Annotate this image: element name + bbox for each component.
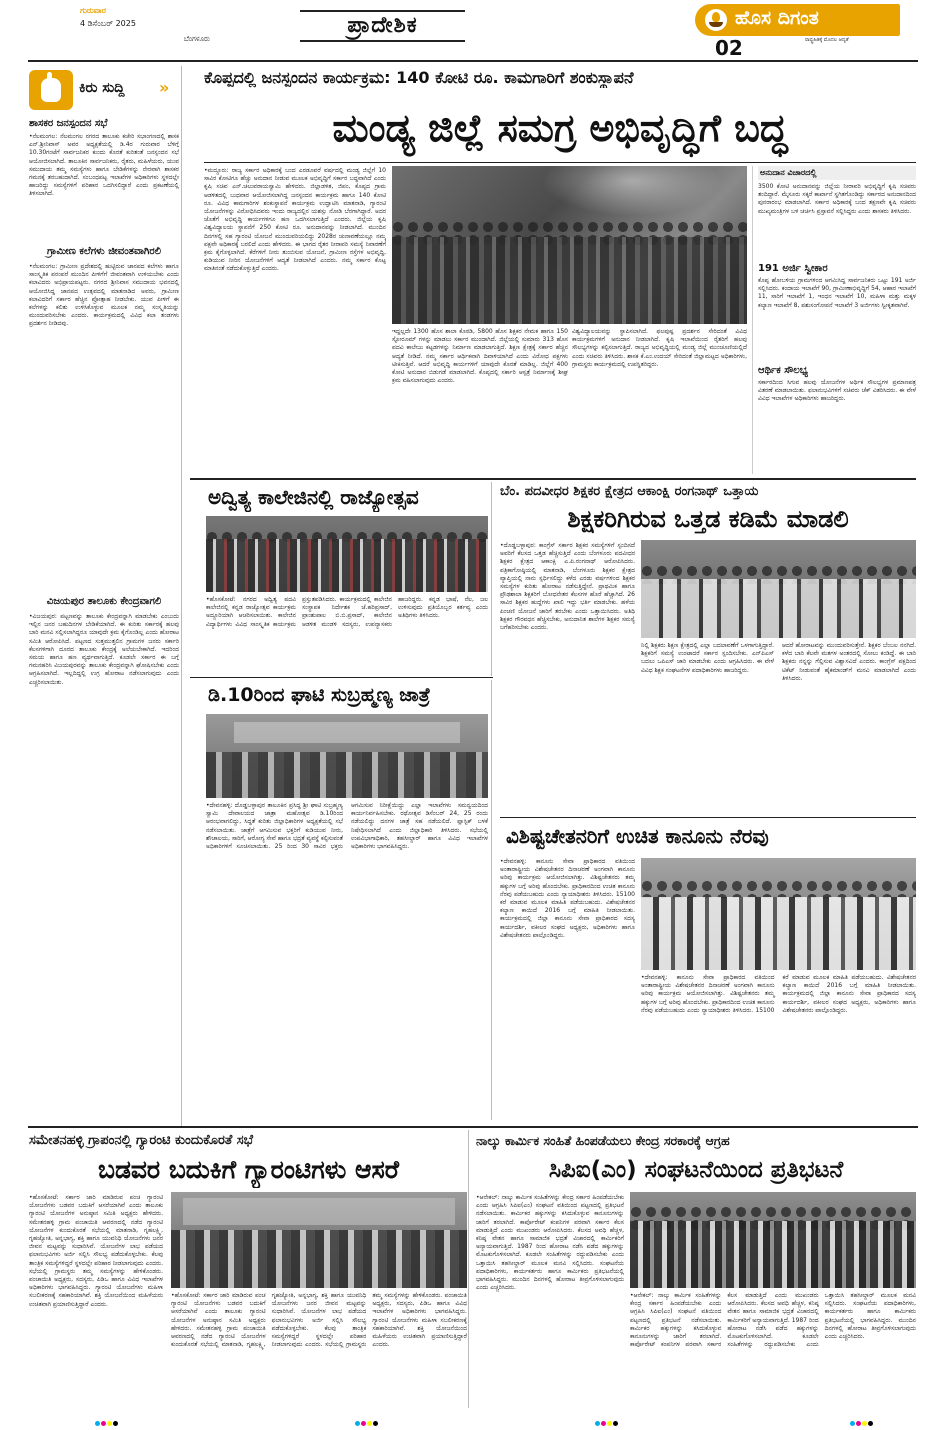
sidebar-body: ಕೊಪ್ಪ ಹೋಬಳಿಯ ಗ್ರಾಮಗಳಿಂದ ಆಗಮಿಸಿದ್ದ ಸಾರ್ವಜನಿಕರು ಒಟ್ಟು 191 ಅರ್ಜಿ ಸಲ್ಲಿಸಿದರು. ಕಂದಾಯ ಇಲಾಖೆಗೆ 90, ಗ್ರಾಮೀಣಾಭಿವೃದ್ಧಿಗೆ 54, ಆಹಾರ ಇಲಾಖೆಗೆ 11, ಸಾರಿಗೆ ಇಲಾಖೆಗೆ 1, ಇಂಧನ ಇಲಾಖೆಗೆ 10, ಮಹಿಳಾ ಮತ್ತು ಮಕ್ಕಳ ಕಲ್ಯಾಣ ಇಲಾಖೆಗೆ 8, ಪಶುಸಂಗೋಪನೆ ಇಲಾಖೆಗೆ 3 ಅರ್ಜಿಗಳು ಸ್ವೀಕೃತವಾಗಿವೆ. <box>758 277 916 309</box>
jatre-headline: ಡಿ.10ರಿಂದ ಘಾಟಿ ಸುಬ್ರಹ್ಮಣ್ಯ ಜಾತ್ರೆ <box>208 684 431 706</box>
registration-marks <box>850 1411 876 1417</box>
registration-marks <box>595 1411 621 1417</box>
shikshakaru-photo <box>641 540 916 638</box>
brief-body: •ವಿಜಯಪುರ: ಪಟ್ಟಣವನ್ನು ತಾಲೂಕು ಕೇಂದ್ರವನ್ನಾಗಿ ಮಾಡಬೇಕು ಎಂಬುದು ಇಲ್ಲಿನ ಜನರ ಬಹುದಿನಗಳ ಬೇಡಿಕೆಯಾಗಿದೆ. ಈ ಕುರಿತು ಸರ್ಕಾರಕ್ಕೆ ಹಲವು ಬಾರಿ ಮನವಿ ಸಲ್ಲಿಸಲಾಗಿದ್ದರೂ ಯಾವುದೇ ಕ್ರಮ ಕೈಗೊಂಡಿಲ್ಲ ಎಂದು ಹೋರಾಟ ಸಮಿತಿ ಆರೋಪಿಸಿದೆ. ಪಟ್ಟಣದ ಸುತ್ತಮುತ್ತಲಿನ ಗ್ರಾಮಗಳ ಜನರು ಸರ್ಕಾರಿ ಕೆಲಸಗಳಿಗಾಗಿ ದೂರದ ತಾಲೂಕು ಕೇಂದ್ರಕ್ಕೆ ಅಲೆಯಬೇಕಾಗಿದೆ. ಇದರಿಂದ ಸಮಯ ಹಾಗೂ ಹಣ ವ್ಯರ್ಥವಾಗುತ್ತಿದೆ. ಕೂಡಲೇ ಸರ್ಕಾರ ಈ ಬಗ್ಗೆ ಗಮನಹರಿಸಿ ವಿಜಯಪುರವನ್ನು ತಾಲೂಕು ಕೇಂದ್ರವನ್ನಾಗಿ ಘೋಷಿಸಬೇಕು ಎಂದು ಆಗ್ರಹಿಸಲಾಗಿದೆ. ಇಲ್ಲದಿದ್ದಲ್ಲಿ ಉಗ್ರ ಹೋರಾಟ ನಡೆಸಲಾಗುವುದು ಎಂದು ಎಚ್ಚರಿಸಲಾಯಿತು. <box>29 613 179 686</box>
lead-body-3: ವಿಶ್ವವಿದ್ಯಾಲಯವನ್ನು ಸ್ಥಾಪಿಸಲಾಗಿದೆ. ಫಲಪುಷ್ಪ ಪ್ರದರ್ಶನ ಸೇರಿದಂತೆ ವಿವಿಧ ಕಾರ್ಯಕ್ರಮಗಳಿಗೆ ಅನುದಾನ ನೀಡಲಾಗಿದೆ. ಕೃಷಿ ಇಲಾಖೆಯಿಂದ ರೈತರಿಗೆ ಹಲವು ಸೌಲಭ್ಯಗಳನ್ನು ಕಲ್ಪಿಸಲಾಗುತ್ತಿದೆ. ರಾಜ್ಯದ ಅಭಿವೃದ್ಧಿಯಲ್ಲಿ ಮಂಡ್ಯ ಜಿಲ್ಲೆ ಮುಂಚೂಣಿಯಲ್ಲಿದೆ ಎಂದು ಸಚಿವರು ತಿಳಿಸಿದರು. ಶಾಸಕ ಕೆ.ಎಂ.ಉದಯ್ ಸೇರಿದಂತೆ ಜಿಲ್ಲಾಮಟ್ಟದ ಅಧಿಕಾರಿಗಳು, ಗ್ರಾಮಸ್ಥರು ಕಾರ್ಯಕ್ರಮದಲ್ಲಿ ಉಪಸ್ಥಿತರಿದ್ದರು. <box>572 328 747 368</box>
bottom-rule <box>28 1126 918 1128</box>
masthead-rule <box>28 60 918 62</box>
shikshakaru-body-3: ಆದರೆ ಹೋರಾಟವನ್ನು ಮುಂದುವರಿಸುತ್ತೇನೆ. ಶಿಕ್ಷಕರ ಬೆಂಬಲ ನನಗಿದೆ. ಕಳೆದ ಬಾರಿ ಕೆಲವೇ ಮತಗಳ ಅಂತರದಲ್ಲಿ ಸೋಲು ಕಂಡಿದ್ದೆ. ಈ ಬಾರಿ ಶಿಕ್ಷಕರು ನನ್ನನ್ನು ಗೆಲ್ಲಿಸುವ ವಿಶ್ವಾಸವಿದೆ ಎಂದರು. ಕಾಂಗ್ರೆಸ್ ಪಕ್ಷದಿಂದ ಟಿಕೆಟ್ ನೀಡುವಂತೆ ಹೈಕಮಾಂಡ್‌ಗೆ ಮನವಿ ಮಾಡಲಾಗಿದೆ ಎಂದು ತಿಳಿಸಿದರು. <box>782 642 916 682</box>
cpim-photo <box>630 1192 916 1288</box>
guarantee-continued: •ಹೊಸಕೋಟೆ: ಸರ್ಕಾರ ಜಾರಿ ಮಾಡಿರುವ ಪಂಚ ಗ್ಯಾರಂಟಿ ಯೋಜನೆಗಳು ಬಡವರ ಬದುಕಿಗೆ ಆಸರೆಯಾಗಿವೆ ಎಂದು ತಾಲೂಕು ಗ್ಯಾರಂಟಿ ಯೋಜನೆಗಳ ಅನುಷ್ಠಾನ ಸಮಿತಿ ಅಧ್ಯಕ್ಷರು ಹೇಳಿದರು. ಸಮೇತನಹಳ್ಳಿ ಗ್ರಾಮ ಪಂಚಾಯಿತಿ ಆವರಣದಲ್ಲಿ ನಡೆದ ಗ್ಯಾರಂಟಿ ಯೋಜನೆಗಳ ಕುಂದುಕೊರತೆ ಸಭೆಯಲ್ಲಿ ಮಾತನಾಡಿ, ಗೃಹಲಕ್ಷ್ಮಿ, ಗೃಹಜ್ಯೋತಿ, ಅನ್ನಭಾಗ್ಯ, ಶಕ್ತಿ ಹಾಗೂ ಯುವನಿಧಿ ಯೋಜನೆಗಳು ಜನರ ಜೀವನ ಮಟ್ಟವನ್ನು ಸುಧಾರಿಸಿವೆ. ಯೋಜನೆಗಳ ಲಾಭ ಪಡೆಯದ ಫಲಾನುಭವಿಗಳು ಅರ್ಜಿ ಸಲ್ಲಿಸಿ ಸೌಲಭ್ಯ ಪಡೆದುಕೊಳ್ಳಬೇಕು. ಕೆಲವು ತಾಂತ್ರಿಕ ಸಮಸ್ಯೆಗಳಿದ್ದರೆ ಸ್ಥಳದಲ್ಲೇ ಪರಿಹಾರ ನೀಡಲಾಗುವುದು ಎಂದರು. ಸಭೆಯಲ್ಲಿ ಗ್ರಾಮಸ್ಥರು ತಮ್ಮ ಸಮಸ್ಯೆಗಳನ್ನು ಹೇಳಿಕೊಂಡರು. ಪಂಚಾಯಿತಿ ಅಧ್ಯಕ್ಷರು, ಸದಸ್ಯರು, ಪಿಡಿಒ ಹಾಗೂ ವಿವಿಧ ಇಲಾಖೆಗಳ ಅಧಿಕಾರಿಗಳು ಭಾಗವಹಿಸಿದ್ದರು. ಗ್ಯಾರಂಟಿ ಯೋಜನೆಗಳು ಮಹಿಳಾ ಸಬಲೀಕರಣಕ್ಕೆ ಸಹಕಾರಿಯಾಗಿವೆ. ಶಕ್ತಿ ಯೋಜನೆಯಿಂದ ಮಹಿಳೆಯರು ಉಚಿತವಾಗಿ ಪ್ರಯಾಣಿಸುತ್ತಿದ್ದಾರೆ ಎಂದರು. <box>171 1292 467 1349</box>
lead-bottom-rule <box>190 478 916 480</box>
kanoonu-photo <box>641 858 916 970</box>
lead-headline: ಮಂಡ್ಯ ಜಿಲ್ಲೆ ಸಮಗ್ರ ಅಭಿವೃದ್ಧಿಗೆ ಬದ್ಧ <box>332 106 788 150</box>
lead-photo <box>392 166 747 324</box>
date-label: 4 ಡಿಸೆಂಬರ್ 2025 <box>80 19 136 28</box>
rajyotsava-headline: ಅದ್ವಿತ್ಯ ಕಾಲೇಜಿನಲ್ಲಿ ರಾಜ್ಯೋತ್ಸವ <box>208 485 419 509</box>
kanoonu-continued: •ದೇವನಹಳ್ಳಿ: ಕಾನೂನು ಸೇವಾ ಪ್ರಾಧಿಕಾರದ ವತಿಯಿಂದ ಅಂತಾರಾಷ್ಟ್ರೀಯ ವಿಶೇಷಚೇತನರ ದಿನಾಚರಣೆ ಅಂಗವಾಗಿ ಕಾನೂನು ಅರಿವು ಕಾರ್ಯಕ್ರಮ ಆಯೋಜಿಸಲಾಗಿತ್ತು. ವಿಶಿಷ್ಟಚೇತನರು ತಮ್ಮ ಹಕ್ಕುಗಳ ಬಗ್ಗೆ ಅರಿವು ಹೊಂದಬೇಕು. ಪ್ರಾಧಿಕಾರದಿಂದ ಉಚಿತ ಕಾನೂನು ನೆರವು ಪಡೆಯಬಹುದು ಎಂದು ನ್ಯಾಯಾಧೀಶರು ತಿಳಿಸಿದರು. 15100 ಕರೆ ಮಾಡುವ ಮೂಲಕ ಮಾಹಿತಿ ಪಡೆಯಬಹುದು. ವಿಶೇಷಚೇತನರ ಕಲ್ಯಾಣ ಕಾಯಿದೆ 2016 ಬಗ್ಗೆ ಮಾಹಿತಿ ನೀಡಲಾಯಿತು. ಕಾರ್ಯಕ್ರಮದಲ್ಲಿ ಜಿಲ್ಲಾ ಕಾನೂನು ಸೇವಾ ಪ್ರಾಧಿಕಾರದ ಸದಸ್ಯ ಕಾರ್ಯದರ್ಶಿ, ವಕೀಲರ ಸಂಘದ ಅಧ್ಯಕ್ಷರು, ಅಧಿಕಾರಿಗಳು ಹಾಗೂ ವಿಶೇಷಚೇತನರು ಪಾಲ್ಗೊಂಡಿದ್ದರು. <box>641 974 916 1014</box>
jatre-photo <box>206 714 488 798</box>
rajyotsava-story <box>200 482 492 676</box>
kanoonu-body: •ದೇವನಹಳ್ಳಿ: ಕಾನೂನು ಸೇವಾ ಪ್ರಾಧಿಕಾರದ ವತಿಯಿಂದ ಅಂತಾರಾಷ್ಟ್ರೀಯ ವಿಶೇಷಚೇತನರ ದಿನಾಚರಣೆ ಅಂಗವಾಗಿ ಕಾನೂನು ಅರಿವು ಕಾರ್ಯಕ್ರಮ ಆಯೋಜಿಸಲಾಗಿತ್ತು. ವಿಶಿಷ್ಟಚೇತನರು ತಮ್ಮ ಹಕ್ಕುಗಳ ಬಗ್ಗೆ ಅರಿವು ಹೊಂದಬೇಕು. ಪ್ರಾಧಿಕಾರದಿಂದ ಉಚಿತ ಕಾನೂನು ನೆರವು ಪಡೆಯಬಹುದು ಎಂದು ನ್ಯಾಯಾಧೀಶರು ತಿಳಿಸಿದರು. 15100 ಕರೆ ಮಾಡುವ ಮೂಲಕ ಮಾಹಿತಿ ಪಡೆಯಬಹುದು. ವಿಶೇಷಚೇತನರ ಕಲ್ಯಾಣ ಕಾಯಿದೆ 2016 ಬಗ್ಗೆ ಮಾಹಿತಿ ನೀಡಲಾಯಿತು. ಕಾರ್ಯಕ್ರಮದಲ್ಲಿ ಜಿಲ್ಲಾ ಕಾನೂನು ಸೇವಾ ಪ್ರಾಧಿಕಾರದ ಸದಸ್ಯ ಕಾರ್ಯದರ್ಶಿ, ವಕೀಲರ ಸಂಘದ ಅಧ್ಯಕ್ಷರು, ಅಧಿಕಾರಿಗಳು ಹಾಗೂ ವಿಶೇಷಚೇತನರು ಪಾಲ್ಗೊಂಡಿದ್ದರು. <box>500 858 635 939</box>
brand-logo <box>695 4 900 36</box>
registration-marks <box>355 1411 381 1417</box>
rajyotsava-photo <box>206 516 488 592</box>
kirusuddi-column <box>29 66 182 1126</box>
chevrons-icon: » <box>159 78 170 97</box>
brief-body: •ನೆಲಮಂಗಲ: ಗ್ರಾಮೀಣ ಪ್ರದೇಶದಲ್ಲಿ ಹುಟ್ಟಿರುವ ಜಾನಪದ ಕಲೆಗಳು ಹಾಗೂ ಸಾಂಸ್ಕೃತಿಕ ಪರಂಪರೆ ಮುಂದಿನ ಪೀಳಿಗೆಗೆ ಜೀವಂತವಾಗಿ ಉಳಿಯಬೇಕು ಎಂದು ಕಲಾವಿದರು ಅಭಿಪ್ರಾಯಪಟ್ಟರು. ನಗರದ ಶ್ರೀನಿವಾಸ ಸಮುದಾಯ ಭವನದಲ್ಲಿ ಆಯೋಜಿಸಿದ್ದ ಜಾನಪದ ಉತ್ಸವದಲ್ಲಿ ಮಾತನಾಡಿದ ಅವರು, ಗ್ರಾಮೀಣ ಕಲಾವಿದರಿಗೆ ಸರ್ಕಾರ ಹೆಚ್ಚಿನ ಪ್ರೋತ್ಸಾಹ ನೀಡಬೇಕು. ಯುವ ಪೀಳಿಗೆ ಈ ಕಲೆಗಳನ್ನು ಕಲಿತು ಉಳಿಸಿಕೊಳ್ಳುವ ಮೂಲಕ ನಮ್ಮ ಸಂಸ್ಕೃತಿಯನ್ನು ಮುಂದುವರಿಸಬೇಕು ಎಂದರು. ಕಾರ್ಯಕ್ರಮದಲ್ಲಿ ವಿವಿಧ ಕಲಾ ತಂಡಗಳು ಪ್ರದರ್ಶನ ನೀಡಿದವು. <box>29 263 179 328</box>
section-title: ಪ್ರಾದೇಶಿಕ <box>347 13 418 38</box>
shikshakaru-story <box>500 482 916 815</box>
sidebar-body: ಸರ್ಕಾರದಿಂದ ಸಿಗುವ ಹಲವು ಯೋಜನೆಗಳ ಅರ್ಥಿಕ ಸೌಲಭ್ಯಗಳ ಪ್ರಮಾಣಪತ್ರ ವಿತರಣೆ ಮಾಡಲಾಯಿತು. ಫಲಾನುಭವಿಗಳಿಗೆ ಸಚಿವರು ಚೆಕ್ ವಿತರಿಸಿದರು. ಈ ವೇಳೆ ವಿವಿಧ ಇಲಾಖೆಗಳ ಅಧಿಕಾರಿಗಳು ಹಾಜರಿದ್ದರು. <box>758 379 916 403</box>
sidebar-title: ಅನುದಾನ ವಿಚಾರದಲ್ಲಿ <box>758 166 916 180</box>
brief-3 <box>29 595 179 1013</box>
jatre-story <box>200 680 492 1120</box>
sidebar-body: 3500 ಕೋಟಿ ಅನುದಾನವನ್ನು ಜಿಲ್ಲೆಯ ನೀರಾವರಿ ಅಭಿವೃದ್ಧಿಗೆ ಕೃಷಿ ಸಚಿವರು ತಂದಿದ್ದಾರೆ. ಮೈಸೂರು ಸಕ್ಕರೆ ಕಾರ್ಖಾನೆ ಸ್ಥಗಿತಗೊಂಡಿದ್ದು ಸರ್ಕಾರದ ಅನುದಾನದಿಂದ ಪುನರಾರಂಭ ಮಾಡಲಾಗಿದೆ. ಸರ್ಕಾರ ಅಧಿಕಾರಕ್ಕೆ ಬಂದ ತಕ್ಷಣವೇ ಕೃಷಿ ಸಚಿವರು ಮುಖ್ಯಮಂತ್ರಿಗಳ ಬಳಿ ಚರ್ಚಿಸಿ ಪ್ರಸ್ತಾವನೆ ಸಲ್ಲಿಸಿದ್ದರು ಎಂದು ಶಾಸಕರು ತಿಳಿಸಿದರು. <box>758 183 916 215</box>
brand-name: ಹೊಸ ದಿಗಂತ <box>735 7 819 29</box>
lead-body-2: ಇದ್ದಲ್ಲದೇ 1300 ಹೊಸ ಶಾಲಾ ಕೊಠಡಿ, 5800 ಹೊಸ ಶಿಕ್ಷಕರ ನೇಮಕ ಹಾಗೂ 150 ಸ್ಟೋರೂಮ್ ಗಳನ್ನು ಮಾಡಲು ಸರ್ಕಾರ ಮುಂದಾಗಿದೆ. ಜಿಲ್ಲೆಯಲ್ಲಿ ಸುಮಾರು 313 ಹೊಸ ಪದವಿ ಕಾಲೇಜು ಕಟ್ಟಡಗಳನ್ನು ನಿರ್ಮಾಣ ಮಾಡಲಾಗುತ್ತಿದೆ. ಶಿಕ್ಷಣ ಕ್ಷೇತ್ರಕ್ಕೆ ಸರ್ಕಾರ ಹೆಚ್ಚಿನ ಆದ್ಯತೆ ನೀಡಿದೆ. ನಮ್ಮ ಸರ್ಕಾರ ಆರ್ಥಿಕವಾಗಿ ದಿವಾಳಿಯಾಗಿದೆ ಎಂದು ವಿರೋಧ ಪಕ್ಷಗಳು ಟೀಕಿಸುತ್ತಿವೆ. ಆದರೆ ಅಭಿವೃದ್ಧಿ ಕಾರ್ಯಗಳಿಗೆ ಯಾವುದೇ ಕೊರತೆ ಮಾಡಿಲ್ಲ. ಜಿಲ್ಲೆಗೆ 400 ಕೋಟಿ ಅನುದಾನ ಬಿಡುಗಡೆ ಮಾಡಲಾಗಿದೆ. ಕೊಪ್ಪದಲ್ಲಿ ಸರ್ಕಾರಿ ಆಸ್ಪತ್ರೆ ನಿರ್ಮಾಣಕ್ಕೆ ಶೀಘ್ರ ಕ್ರಮ ವಹಿಸಲಾಗುವುದು ಎಂದರು. <box>392 328 568 385</box>
cpim-continued: •ಆನೇಕಲ್: ನಾಲ್ಕು ಕಾರ್ಮಿಕ ಸಂಹಿತೆಗಳನ್ನು ಕೇಂದ್ರ ಸರ್ಕಾರ ಹಿಂಪಡೆಯಬೇಕು ಎಂದು ಆಗ್ರಹಿಸಿ ಸಿಪಿಐ(ಎಂ) ಸಂಘಟನೆ ವತಿಯಿಂದ ಪಟ್ಟಣದಲ್ಲಿ ಪ್ರತಿಭಟನೆ ನಡೆಸಲಾಯಿತು. ಕಾರ್ಮಿಕರ ಹಕ್ಕುಗಳನ್ನು ಕಸಿದುಕೊಳ್ಳುವ ಕಾನೂನುಗಳನ್ನು ಜಾರಿಗೆ ತರಲಾಗಿದೆ. ಕಾರ್ಪೊರೇಟ್ ಕಂಪನಿಗಳ ಪರವಾಗಿ ಸರ್ಕಾರ ಕೆಲಸ ಮಾಡುತ್ತಿದೆ ಎಂದು ಮುಖಂಡರು ಆರೋಪಿಸಿದರು. ಕೆಲಸದ ಅವಧಿ ಹೆಚ್ಚಳ, ಕನಿಷ್ಠ ವೇತನ ಹಾಗೂ ಸಾಮಾಜಿಕ ಭದ್ರತೆ ವಿಚಾರದಲ್ಲಿ ಕಾರ್ಮಿಕರಿಗೆ ಅನ್ಯಾಯವಾಗುತ್ತಿದೆ. 1987 ರಿಂದ ಹೋರಾಟ ನಡೆಸಿ ಪಡೆದ ಹಕ್ಕುಗಳನ್ನು ಮೊಟಕುಗೊಳಿಸಲಾಗಿದೆ. ಕೂಡಲೇ ಸಂಹಿತೆಗಳನ್ನು ರದ್ದುಪಡಿಸಬೇಕು ಎಂದು ಒತ್ತಾಯಿಸಿ ತಹಸೀಲ್ದಾರ್ ಮೂಲಕ ಮನವಿ ಸಲ್ಲಿಸಿದರು. ಸಂಘಟನೆಯ ಪದಾಧಿಕಾರಿಗಳು, ಕಾರ್ಯಕರ್ತರು ಹಾಗೂ ಕಾರ್ಮಿಕರು ಪ್ರತಿಭಟನೆಯಲ್ಲಿ ಭಾಗವಹಿಸಿದ್ದರು. ಮುಂದಿನ ದಿನಗಳಲ್ಲಿ ಹೋರಾಟ ತೀವ್ರಗೊಳಿಸಲಾಗುವುದು ಎಂದು ಎಚ್ಚರಿಸಿದರು. <box>630 1292 916 1349</box>
brief-body: •ನೆಲಮಂಗಲ: ನೆಲಮಂಗಲ ನಗರದ ತಾಲೂಕು ಕಚೇರಿ ಸಭಾಂಗಣದಲ್ಲಿ ಶಾಸಕ ಎನ್.ಶ್ರೀನಿವಾಸ್ ಅವರ ಅಧ್ಯಕ್ಷತೆಯಲ್ಲಿ ಡಿ.4ರ ಗುರುವಾರ ಬೆಳಿಗ್ಗೆ 10.30ಗಂಟೆಗೆ ಸಾರ್ವಜನಿಕರ ಕುಂದು ಕೊರತೆ ಕುರಿತಂತೆ ಜನಸ್ಪಂದನ ಸಭೆ ಆಯೋಜಿಸಲಾಗಿದೆ. ತಾಲೂಕಿನ ಸಾರ್ವಜನಿಕರು, ರೈತರು, ಮಹಿಳೆಯರು, ಯುವ ಸಮುದಾಯ ತಮ್ಮ ಸಮಸ್ಯೆಗಳು ಹಾಗೂ ಬೇಡಿಕೆಗಳನ್ನು ನೇರವಾಗಿ ಶಾಸಕರ ಗಮನಕ್ಕೆ ತರಬಹುದಾಗಿದೆ. ಸಂಬಂಧಪಟ್ಟ ಇಲಾಖೆಗಳ ಅಧಿಕಾರಿಗಳು ಸ್ಥಳದಲ್ಲೇ ಹಾಜರಿದ್ದು ಸಮಸ್ಯೆಗಳಿಗೆ ಪರಿಹಾರ ಒದಗಿಸಲಿದ್ದಾರೆ ಎಂದು ಪ್ರಕಟಣೆಯಲ್ಲಿ ತಿಳಿಸಲಾಗಿದೆ. <box>29 133 179 198</box>
rajyotsava-rule <box>190 677 493 678</box>
city-label: ಬೆಂಗಳೂರು <box>183 35 210 43</box>
kanoonu-body-2 <box>641 974 916 1118</box>
shikshakaru-body: •ದೊಡ್ಡಬಳ್ಳಾಪುರ: ಕಾಂಗ್ರೆಸ್ ಸರ್ಕಾರ ಶಿಕ್ಷಕರ ಸಮಸ್ಯೆಗಳಿಗೆ ಸ್ಪಂದಿಸದೆ ಅವರಿಗೆ ಕೆಲಸದ ಒತ್ತಡ ಹೆಚ್ಚಿಸುತ್ತಿದೆ ಎಂದು ಬೆಂಗಳೂರು ಪದವೀಧರ ಶಿಕ್ಷಕರ ಕ್ಷೇತ್ರದ ಆಕಾಂಕ್ಷಿ ಎ.ಪಿ.ರಂಗನಾಥ್ ಆರೋಪಿಸಿದರು. ಪತ್ರಿಕಾಗೋಷ್ಠಿಯಲ್ಲಿ ಮಾತನಾಡಿ, ಬೆಂಗಳೂರು ಶಿಕ್ಷಕರ ಕ್ಷೇತ್ರದ ವ್ಯಾಪ್ತಿಯಲ್ಲಿ ನಾನು ಸ್ಪರ್ಧಿಸಲಿದ್ದು ಕಳೆದ ಎರಡು ವರ್ಷಗಳಿಂದ ಶಿಕ್ಷಕರ ಸಮಸ್ಯೆಗಳ ಕುರಿತು ಹೋರಾಟ ನಡೆಸುತ್ತಿದ್ದೇನೆ. ಪ್ರಾಥಮಿಕ ಹಾಗೂ ಪ್ರೌಢಶಾಲಾ ಶಿಕ್ಷಕರಿಗೆ ಬೋಧನೇತರ ಕೆಲಸಗಳ ಹೊರೆ ಹೆಚ್ಚಾಗಿದೆ. 26 ಸಾವಿರ ಶಿಕ್ಷಕರ ಹುದ್ದೆಗಳು ಖಾಲಿ ಇದ್ದು ಭರ್ತಿ ಮಾಡಬೇಕು. ಹಳೆಯ ಪಿಂಚಣಿ ಯೋಜನೆ ಜಾರಿಗೆ ತರಬೇಕು ಎಂದು ಒತ್ತಾಯಿಸಿದರು. ಅತಿಥಿ ಶಿಕ್ಷಕರ ಗೌರವಧನ ಹೆಚ್ಚಿಸಬೇಕು, ಅನುದಾನಿತ ಶಾಲೆಗಳ ಶಿಕ್ಷಕರ ಸಮಸ್ಯೆ ಬಗೆಹರಿಸಬೇಕು ಎಂದರು. <box>500 542 635 632</box>
sidebar-title: 191 ಅರ್ಜಿ ಸ್ವೀಕಾರ <box>758 263 828 274</box>
section-banner <box>300 10 465 42</box>
lead-rule <box>204 162 916 163</box>
registration-marks <box>95 1411 121 1417</box>
guarantee-body-2 <box>171 1292 467 1406</box>
day-label: ಗುರುವಾರ <box>80 6 106 15</box>
hand-icon <box>29 70 73 110</box>
guarantee-body: •ಹೊಸಕೋಟೆ: ಸರ್ಕಾರ ಜಾರಿ ಮಾಡಿರುವ ಪಂಚ ಗ್ಯಾರಂಟಿ ಯೋಜನೆಗಳು ಬಡವರ ಬದುಕಿಗೆ ಆಸರೆಯಾಗಿವೆ ಎಂದು ತಾಲೂಕು ಗ್ಯಾರಂಟಿ ಯೋಜನೆಗಳ ಅನುಷ್ಠಾನ ಸಮಿತಿ ಅಧ್ಯಕ್ಷರು ಹೇಳಿದರು. ಸಮೇತನಹಳ್ಳಿ ಗ್ರಾಮ ಪಂಚಾಯಿತಿ ಆವರಣದಲ್ಲಿ ನಡೆದ ಗ್ಯಾರಂಟಿ ಯೋಜನೆಗಳ ಕುಂದುಕೊರತೆ ಸಭೆಯಲ್ಲಿ ಮಾತನಾಡಿ, ಗೃಹಲಕ್ಷ್ಮಿ, ಗೃಹಜ್ಯೋತಿ, ಅನ್ನಭಾಗ್ಯ, ಶಕ್ತಿ ಹಾಗೂ ಯುವನಿಧಿ ಯೋಜನೆಗಳು ಜನರ ಜೀವನ ಮಟ್ಟವನ್ನು ಸುಧಾರಿಸಿವೆ. ಯೋಜನೆಗಳ ಲಾಭ ಪಡೆಯದ ಫಲಾನುಭವಿಗಳು ಅರ್ಜಿ ಸಲ್ಲಿಸಿ ಸೌಲಭ್ಯ ಪಡೆದುಕೊಳ್ಳಬೇಕು. ಕೆಲವು ತಾಂತ್ರಿಕ ಸಮಸ್ಯೆಗಳಿದ್ದರೆ ಸ್ಥಳದಲ್ಲೇ ಪರಿಹಾರ ನೀಡಲಾಗುವುದು ಎಂದರು. ಸಭೆಯಲ್ಲಿ ಗ್ರಾಮಸ್ಥರು ತಮ್ಮ ಸಮಸ್ಯೆಗಳನ್ನು ಹೇಳಿಕೊಂಡರು. ಪಂಚಾಯಿತಿ ಅಧ್ಯಕ್ಷರು, ಸದಸ್ಯರು, ಪಿಡಿಒ ಹಾಗೂ ವಿವಿಧ ಇಲಾಖೆಗಳ ಅಧಿಕಾರಿಗಳು ಭಾಗವಹಿಸಿದ್ದರು. ಗ್ಯಾರಂಟಿ ಯೋಜನೆಗಳು ಮಹಿಳಾ ಸಬಲೀಕರಣಕ್ಕೆ ಸಹಕಾರಿಯಾಗಿವೆ. ಶಕ್ತಿ ಯೋಜನೆಯಿಂದ ಮಹಿಳೆಯರು ಉಚಿತವಾಗಿ ಪ್ರಯಾಣಿಸುತ್ತಿದ್ದಾರೆ ಎಂದರು. <box>29 1194 163 1308</box>
brief-title: ವಿಜಯಪುರ ತಾಲೂಕು ಕೇಂದ್ರವಾಗಲಿ <box>46 596 162 607</box>
cpim-headline: ಸಿಪಿಐ(ಎಂ) ಸಂಘಟನೆಯಿಂದ ಪ್ರತಿಭಟನೆ <box>548 1157 844 1183</box>
shikshakaru-rule <box>500 817 916 818</box>
cpim-body: •ಆನೇಕಲ್: ನಾಲ್ಕು ಕಾರ್ಮಿಕ ಸಂಹಿತೆಗಳನ್ನು ಕೇಂದ್ರ ಸರ್ಕಾರ ಹಿಂಪಡೆಯಬೇಕು ಎಂದು ಆಗ್ರಹಿಸಿ ಸಿಪಿಐ(ಎಂ) ಸಂಘಟನೆ ವತಿಯಿಂದ ಪಟ್ಟಣದಲ್ಲಿ ಪ್ರತಿಭಟನೆ ನಡೆಸಲಾಯಿತು. ಕಾರ್ಮಿಕರ ಹಕ್ಕುಗಳನ್ನು ಕಸಿದುಕೊಳ್ಳುವ ಕಾನೂನುಗಳನ್ನು ಜಾರಿಗೆ ತರಲಾಗಿದೆ. ಕಾರ್ಪೊರೇಟ್ ಕಂಪನಿಗಳ ಪರವಾಗಿ ಸರ್ಕಾರ ಕೆಲಸ ಮಾಡುತ್ತಿದೆ ಎಂದು ಮುಖಂಡರು ಆರೋಪಿಸಿದರು. ಕೆಲಸದ ಅವಧಿ ಹೆಚ್ಚಳ, ಕನಿಷ್ಠ ವೇತನ ಹಾಗೂ ಸಾಮಾಜಿಕ ಭದ್ರತೆ ವಿಚಾರದಲ್ಲಿ ಕಾರ್ಮಿಕರಿಗೆ ಅನ್ಯಾಯವಾಗುತ್ತಿದೆ. 1987 ರಿಂದ ಹೋರಾಟ ನಡೆಸಿ ಪಡೆದ ಹಕ್ಕುಗಳನ್ನು ಮೊಟಕುಗೊಳಿಸಲಾಗಿದೆ. ಕೂಡಲೇ ಸಂಹಿತೆಗಳನ್ನು ರದ್ದುಪಡಿಸಬೇಕು ಎಂದು ಒತ್ತಾಯಿಸಿ ತಹಸೀಲ್ದಾರ್ ಮೂಲಕ ಮನವಿ ಸಲ್ಲಿಸಿದರು. ಸಂಘಟನೆಯ ಪದಾಧಿಕಾರಿಗಳು, ಕಾರ್ಯಕರ್ತರು ಹಾಗೂ ಕಾರ್ಮಿಕರು ಪ್ರತಿಭಟನೆಯಲ್ಲಿ ಭಾಗವಹಿಸಿದ್ದರು. ಮುಂದಿನ ದಿನಗಳಲ್ಲಿ ಹೋರಾಟ ತೀವ್ರಗೊಳಿಸಲಾಗುವುದು ಎಂದು ಎಚ್ಚರಿಸಿದರು. <box>476 1194 624 1292</box>
page-number: 02 <box>715 36 743 60</box>
guarantee-headline: ಬಡವರ ಬದುಕಿಗೆ ಗ್ಯಾರಂಟಿಗಳು ಆಸರೆ <box>98 1155 399 1184</box>
lamp-icon <box>705 9 727 31</box>
lead-body-1: •ಮದ್ದೂರು: ರಾಜ್ಯ ಸರ್ಕಾರ ಅಧಿಕಾರಕ್ಕೆ ಬಂದ ಎರಡೂವರೆ ವರ್ಷದಲ್ಲಿ ಮಂಡ್ಯ ಜಿಲ್ಲೆಗೆ 10 ಸಾವಿರ ಕೋಟಿಗೂ ಹೆಚ್ಚು ಅನುದಾನ ನೀಡುವ ಮೂಲಕ ಅಭಿವೃದ್ಧಿಗೆ ಸರ್ಕಾರ ಬದ್ಧವಾಗಿದೆ ಎಂದು ಕೃಷಿ ಸಚಿವ ಎನ್.ಚಲುವರಾಯಸ್ವಾಮಿ ಹೇಳಿದರು. ಜಿಲ್ಲಾಡಳಿತ, ಜಿಪಂ, ಕೊಪ್ಪದ ಗ್ರಾಮ ಆಡಳಿತದಲ್ಲಿ ಬುಧವಾರ ಆಯೋಜಿಸಲಾಗಿದ್ದ ಜನಸ್ಪಂದನ ಕಾರ್ಯಕ್ರಮ ಹಾಗೂ 140 ಕೋಟಿ ರೂ. ವಿವಿಧ ಕಾಮಗಾರಿಗಳ ಶಂಕುಸ್ಥಾಪನೆ ಕಾರ್ಯಕ್ರಮ ಉದ್ಘಾಟಿಸಿ ಮಾತನಾಡಿ, ಗ್ಯಾರಂಟಿ ಯೋಜನೆಗಳನ್ನು ವಿರೋಧಿಸಿದವರು ಇಂದು ರಾಜ್ಯದಲ್ಲಿನ ಯಶಸ್ಸು ನೋಡಿ ಬೆರಗಾಗಿದ್ದಾರೆ. ಅದರ ಜೊತೆಗೆ ಅಭಿವೃದ್ಧಿ ಕಾರ್ಯಗಳಿಗೂ ಹಣ ಒದಗಿಸಲಾಗುತ್ತಿದೆ ಎಂದರು. ಜಿಲ್ಲೆಯ ಕೃಷಿ ವಿಶ್ವವಿದ್ಯಾಲಯ ಸ್ಥಾಪನೆಗೆ 250 ಕೋಟಿ ರೂ. ಅನುದಾನವನ್ನು ನೀಡಲಾಗಿದೆ. ಮುಂದಿನ ದಿನಗಳಲ್ಲಿ ಸಹ ಗ್ಯಾರಂಟಿ ಯೋಜನೆ ಮುಂದುವರಿಯಲಿದ್ದು 2028ರ ಚುನಾವಣೆಯಲ್ಲೂ ನಮ್ಮ ಪಕ್ಷವೇ ಅಧಿಕಾರಕ್ಕೆ ಬರಲಿದೆ ಎಂದು ಹೇಳಿದರು. ಈ ಭಾಗದ ರೈತರ ನೀರಾವರಿ ಸಮಸ್ಯೆ ನಿವಾರಣೆಗೆ ಕ್ರಮ ಕೈಗೊಳ್ಳಲಾಗಿದೆ. ಕೆರೆಗಳಿಗೆ ನೀರು ತುಂಬಿಸುವ ಯೋಜನೆ, ಗ್ರಾಮೀಣ ರಸ್ತೆಗಳ ಅಭಿವೃದ್ಧಿ, ಕುಡಿಯುವ ನೀರಿನ ಯೋಜನೆಗಳಿಗೆ ಆದ್ಯತೆ ನೀಡಲಾಗಿದೆ ಎಂದರು. ನಮ್ಮ ಸರ್ಕಾರ ಕೊಟ್ಟ ಮಾತಿನಂತೆ ನಡೆದುಕೊಳ್ಳುತ್ತಿದೆ ಎಂದರು. <box>204 167 386 273</box>
guarantee-story <box>29 1130 469 1408</box>
shikshakaru-headline: ಶಿಕ್ಷಕರಿಗಿರುವ ಒತ್ತಡ ಕಡಿಮೆ ಮಾಡಲಿ <box>567 505 849 533</box>
brief-2 <box>29 245 179 587</box>
jatre-body: •ದೇವನಹಳ್ಳಿ: ದೊಡ್ಡಬಳ್ಳಾಪುರ ತಾಲೂಕಿನ ಪ್ರಸಿದ್ಧ ಶ್ರೀ ಘಾಟಿ ಸುಬ್ರಹ್ಮಣ್ಯ ಸ್ವಾಮಿ ದೇವಾಲಯದ ಜಾತ್ರಾ ಮಹೋತ್ಸವ ಡಿ.10ರಿಂದ ಆರಂಭವಾಗಲಿದ್ದು, ಸಿದ್ಧತೆ ಕುರಿತು ಜಿಲ್ಲಾಧಿಕಾರಿಗಳ ಅಧ್ಯಕ್ಷತೆಯಲ್ಲಿ ಸಭೆ ನಡೆಸಲಾಯಿತು. ಜಾತ್ರೆಗೆ ಆಗಮಿಸುವ ಭಕ್ತರಿಗೆ ಕುಡಿಯುವ ನೀರು, ಶೌಚಾಲಯ, ಸಾರಿಗೆ, ಆರೋಗ್ಯ ಸೇವೆ ಹಾಗೂ ಭದ್ರತೆ ವ್ಯವಸ್ಥೆ ಕಲ್ಪಿಸುವಂತೆ ಅಧಿಕಾರಿಗಳಿಗೆ ಸೂಚಿಸಲಾಯಿತು. 25 ರಿಂದ 30 ಸಾವಿರ ಭಕ್ತರು ಆಗಮಿಸುವ ನಿರೀಕ್ಷೆಯಿದ್ದು ಎಲ್ಲಾ ಇಲಾಖೆಗಳು ಸಮನ್ವಯದಿಂದ ಕಾರ್ಯನಿರ್ವಹಿಸಬೇಕು. ರಥೋತ್ಸವ ಡಿಸೆಂಬರ್ 24, 25 ರಂದು ನಡೆಯಲಿದ್ದು ದನಗಳ ಜಾತ್ರೆ ಸಹ ನಡೆಯಲಿದೆ. ಪ್ಲಾಸ್ಟಿಕ್ ಬಳಕೆ ನಿಷೇಧಿಸಲಾಗಿದೆ ಎಂದು ಜಿಲ್ಲಾಧಿಕಾರಿ ತಿಳಿಸಿದರು. ಸಭೆಯಲ್ಲಿ ಉಪವಿಭಾಗಾಧಿಕಾರಿ, ತಹಸೀಲ್ದಾರ್ ಹಾಗೂ ವಿವಿಧ ಇಲಾಖೆಗಳ ಅಧಿಕಾರಿಗಳು ಭಾಗವಹಿಸಿದ್ದರು. <box>206 802 488 851</box>
shikshakaru-body-2: ನಿಲ್ಲಿ ಶಿಕ್ಷಕರು ಶಿಕ್ಷಣ ಕ್ಷೇತ್ರದಲ್ಲಿ ಎಲ್ಲಾ ಬದಲಾವಣೆಗೆ ಒಳಗಾಗುತ್ತಿದ್ದಾರೆ. ಶಿಕ್ಷಕರಿಗೆ ಸಮಸ್ಯೆ ಉಂಟಾದರೆ ಸರ್ಕಾರ ಸ್ಪಂದಿಸಬೇಕು. ಎನ್‌ಪಿಎಸ್ ಬದಲು ಒಪಿಎಸ್ ಜಾರಿ ಮಾಡಬೇಕು ಎಂದು ಆಗ್ರಹಿಸಿದರು. ಈ ವೇಳೆ ವಿವಿಧ ಶಿಕ್ಷಕ ಸಂಘಟನೆಗಳ ಪದಾಧಿಕಾರಿಗಳು ಹಾಜರಿದ್ದರು. <box>641 642 774 674</box>
shikshakaru-kicker: ಬೆಂ. ಪದವೀಧರ ಶಿಕ್ಷಕರ ಕ್ಷೇತ್ರದ ಆಕಾಂಕ್ಷಿ ರಂಗನಾಥ್ ಒತ್ತಾಯ <box>500 484 759 499</box>
rajyotsava-body: •ಹೊಸಕೋಟೆ: ನಗರದ ಅದ್ವಿತ್ಯ ಪದವಿ ಕಾಲೇಜಿನಲ್ಲಿ ಕನ್ನಡ ರಾಜ್ಯೋತ್ಸವ ಕಾರ್ಯಕ್ರಮ ಅದ್ದೂರಿಯಾಗಿ ಆಚರಿಸಲಾಯಿತು. ಕಾಲೇಜಿನ ವಿದ್ಯಾರ್ಥಿಗಳು ವಿವಿಧ ಸಾಂಸ್ಕೃತಿಕ ಕಾರ್ಯಕ್ರಮ ಪ್ರಸ್ತುತಪಡಿಸಿದರು. ಕಾರ್ಯಕ್ರಮದಲ್ಲಿ ಕಾಲೇಜಿನ ಸಂಸ್ಥಾಪಕ ನಿರ್ದೇಶಕ ಜೆ.ಹರಿಪ್ರಸಾದ್, ಪ್ರಾಂಶುಪಾಲ ಬಿ.ಬಿ.ಪ್ರಸಾದ್, ಕಾಲೇಜಿನ ಆಡಳಿತ ಮಂಡಳಿ ಸದಸ್ಯರು, ಉಪನ್ಯಾಸಕರು ಹಾಜರಿದ್ದರು. ಕನ್ನಡ ಭಾಷೆ, ನೆಲ, ಜಲ ಉಳಿಸುವುದು ಪ್ರತಿಯೊಬ್ಬರ ಕರ್ತವ್ಯ ಎಂದು ಅತಿಥಿಗಳು ತಿಳಿಸಿದರು. <box>206 596 488 628</box>
masthead <box>0 0 945 62</box>
cpim-story <box>476 1130 916 1408</box>
brief-title: ಗ್ರಾಮೀಣ ಕಲೆಗಳು ಜೀವಂತವಾಗಿರಲಿ <box>46 246 162 257</box>
kanoonu-headline: ವಿಶಿಷ್ಟಚೇತನರಿಗೆ ಉಚಿತ ಕಾನೂನು ನೆರವು <box>506 824 769 848</box>
date-block <box>80 6 210 56</box>
guarantee-kicker: ಸಮೇತನಹಳ್ಳಿ ಗ್ರಾಪಂನಲ್ಲಿ ಗ್ಯಾರಂಟಿ ಕುಂದುಕೊರತೆ ಸಭೆ <box>29 1133 254 1148</box>
lead-sidebar <box>752 166 916 474</box>
kanoonu-story <box>500 820 916 1120</box>
kirusuddi-items <box>29 118 179 1013</box>
sidebar-title: ಆರ್ಥಿಕ ಸೌಲಭ್ಯ <box>758 365 808 376</box>
kirusuddi-label: ಕಿರು ಸುದ್ದಿ <box>79 80 125 96</box>
cpim-kicker: ನಾಲ್ಕು ಕಾರ್ಮಿಕ ಸಂಹಿತೆ ಹಿಂಪಡೆಯಲು ಕೇಂದ್ರ ಸರಕಾರಕ್ಕೆ ಆಗ್ರಹ <box>476 1133 730 1148</box>
brief-title: ಶಾಸಕರ ಜನಸ್ಪಂದನ ಸಭೆ <box>29 118 108 129</box>
cpim-body-2 <box>630 1292 916 1406</box>
guarantee-photo <box>171 1192 467 1288</box>
lead-kicker: ಕೊಪ್ಪದಲ್ಲಿ ಜನಸ್ಪಂದನ ಕಾರ್ಯಕ್ರಮ: 140 ಕೋಟಿ ರೂ. ಕಾಮಗಾರಿಗೆ ಶಂಕುಸ್ಥಾಪನೆ <box>204 68 634 87</box>
brand-tagline: ರಾಷ್ಟ್ರಹಿತಕ್ಕೆ ಮೊದಲ ಆದ್ಯತೆ <box>805 37 849 43</box>
kirusuddi-header <box>29 66 181 116</box>
brief-1 <box>29 118 179 237</box>
